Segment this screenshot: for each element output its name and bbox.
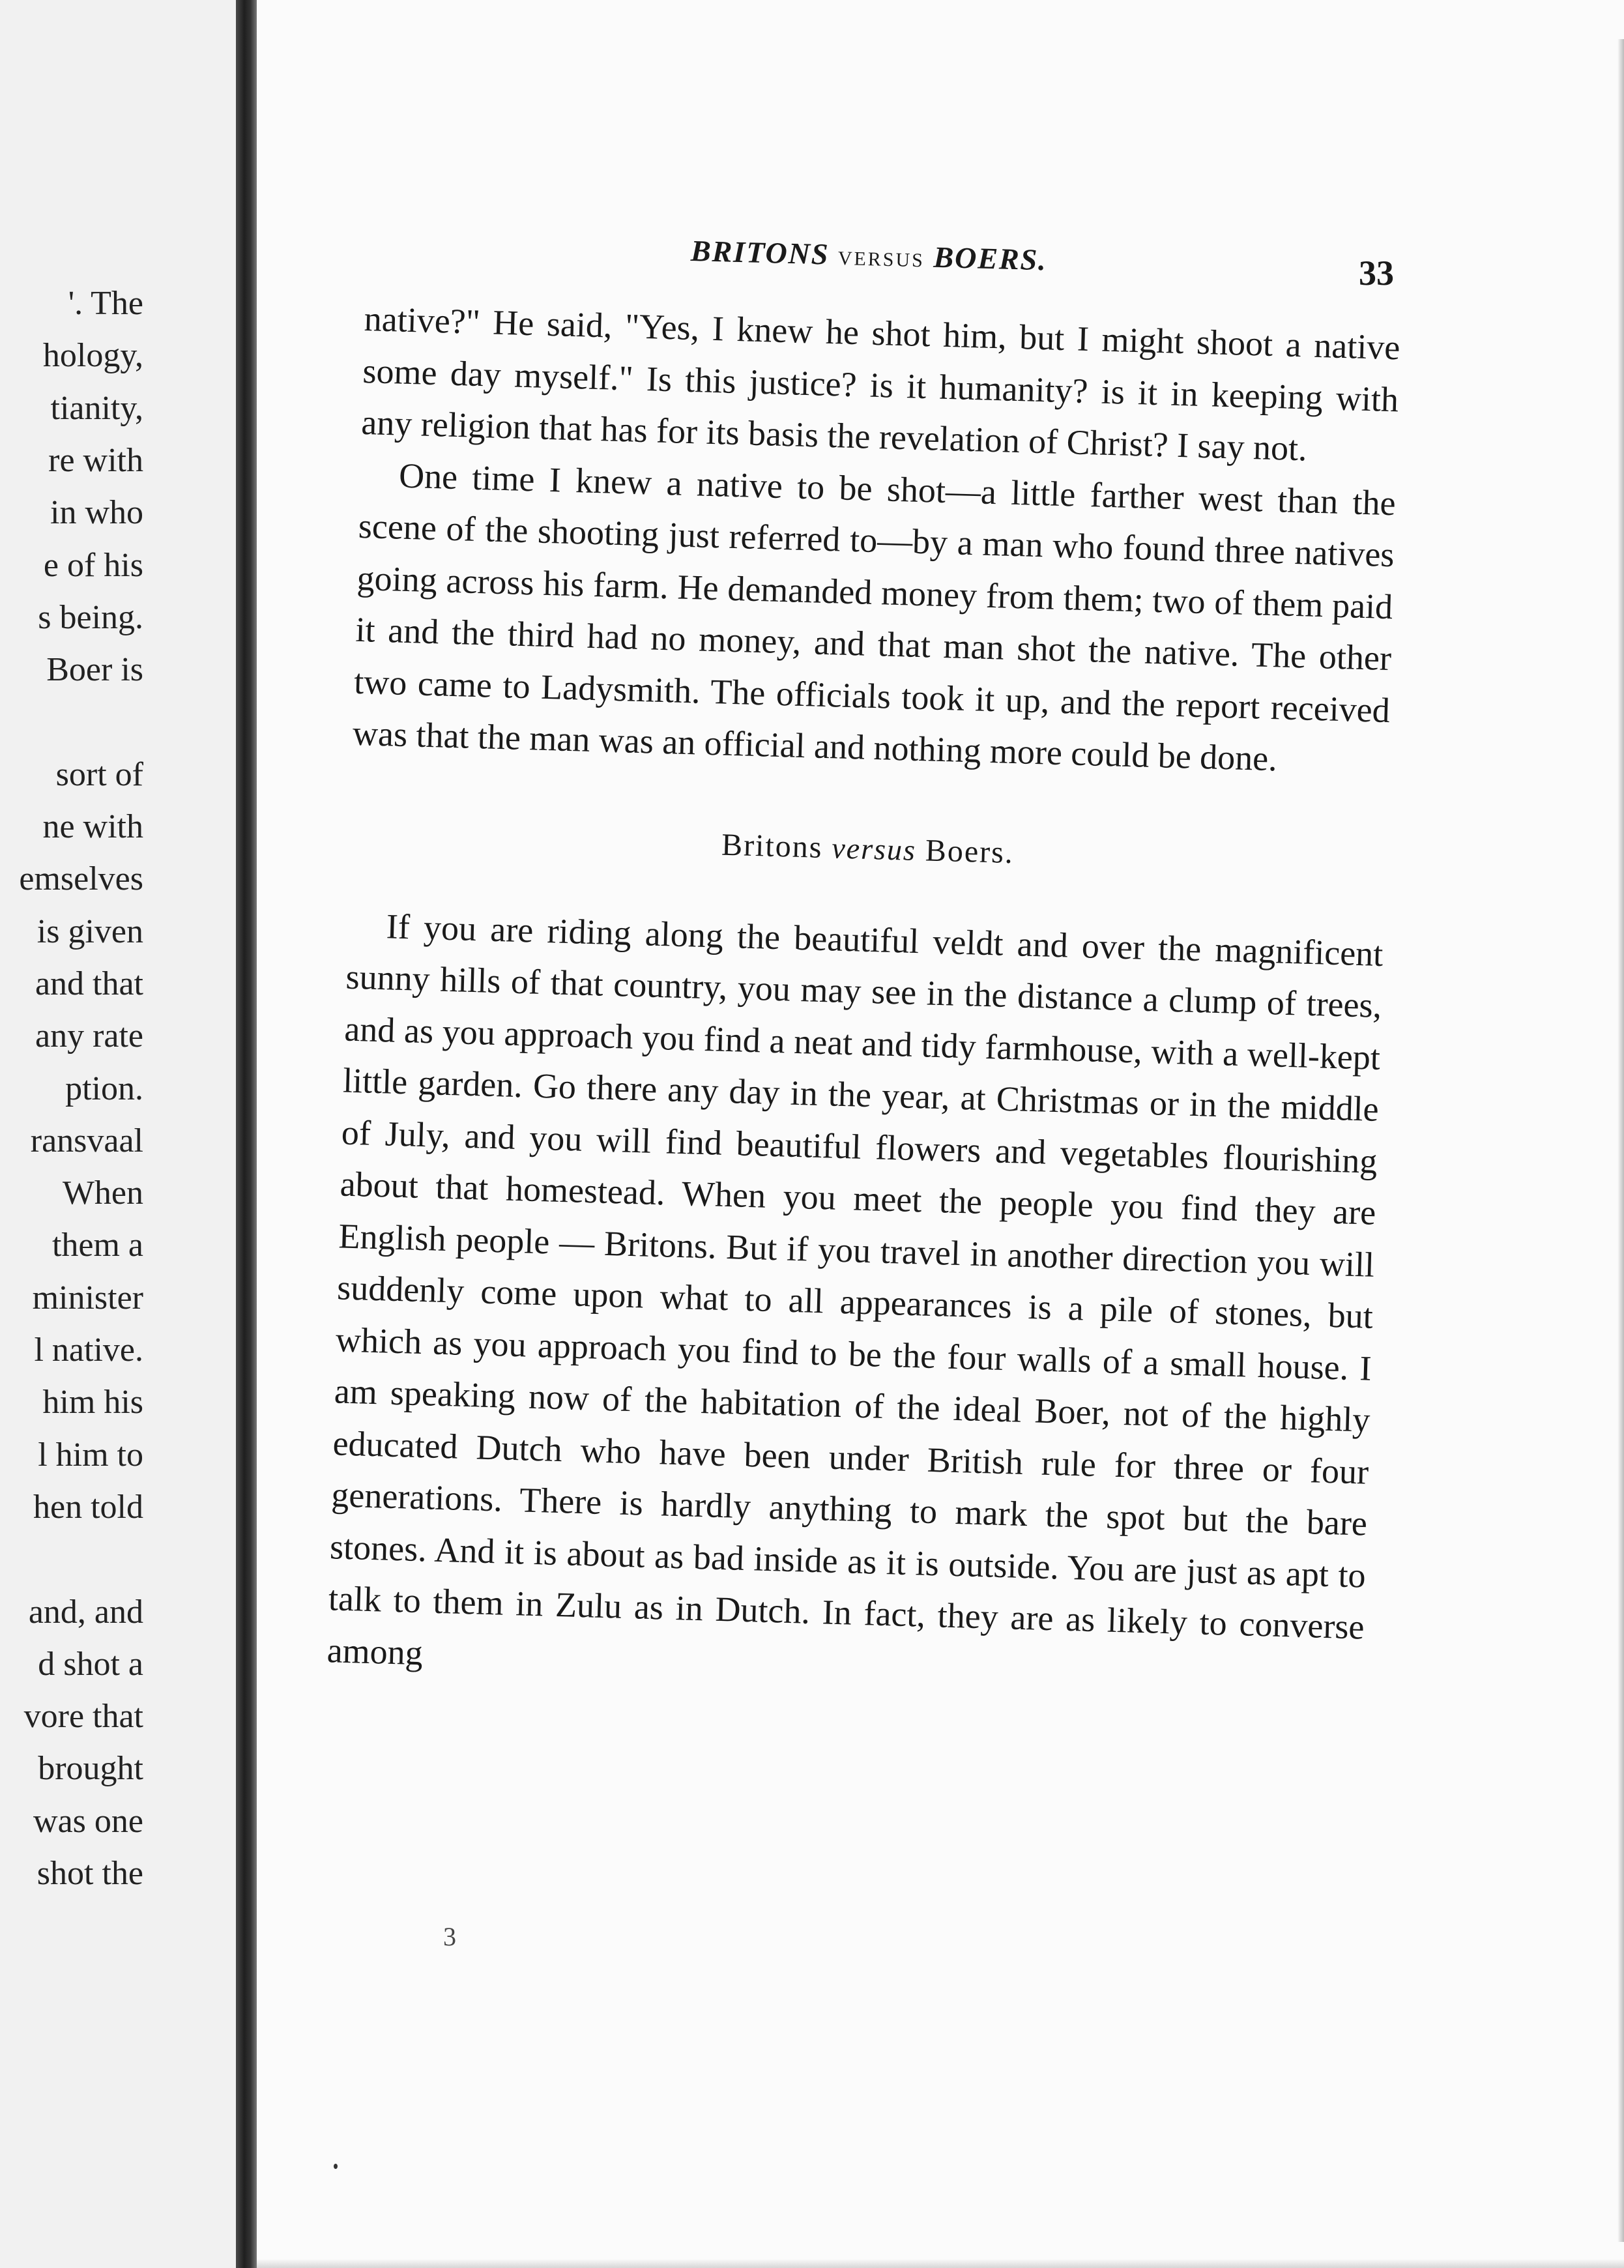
left-page-line: l him to [38, 1436, 143, 1474]
left-page-line: him his [42, 1384, 143, 1421]
page-edge-shadow [1617, 39, 1624, 2242]
left-page-line: minister [32, 1279, 143, 1316]
left-page-line: vore that [23, 1698, 143, 1736]
left-page-line: tianity, [50, 389, 143, 427]
paragraph-shooting-story: One time I knew a native to be shot—a little farther west than the scene of the shooting just referred to—by a man who found three natives going across his farm. He demanded money from them; two of them paid it and the third had no money, and that man shot the native. The other two came to Ladysmith. The officials took it up, and the report received was that the man was an official and nothing more could be done. [352, 456, 1397, 779]
running-head-versus: VERSUS [837, 247, 925, 272]
left-page-line: ne with [42, 808, 143, 845]
left-page-line: them a [51, 1227, 143, 1264]
left-page-line: When [62, 1174, 143, 1212]
left-page-line: and, and [28, 1593, 143, 1631]
left-page-line: brought [38, 1750, 143, 1788]
section-heading-boers: Boers. [925, 832, 1015, 870]
section-heading-britons: Britons [721, 827, 824, 865]
page-number: 33 [1359, 254, 1394, 293]
left-page-line: '. The [68, 285, 143, 322]
section-heading [349, 815, 1386, 882]
page-bottom-shadow [257, 2259, 1624, 2268]
running-head-britons: BRITONS [690, 234, 830, 271]
ink-speck [334, 2164, 338, 2169]
left-page-line: hology, [42, 337, 143, 375]
left-page-line: Boer is [46, 651, 143, 689]
paragraph-continued: native?" He said, "Yes, I knew he shot him, but I might shoot a native some day myself." Is this justice? is it humanity? is it in keeping with any religion that has for its basis the revelation of Christ? I say not. [360, 298, 1401, 469]
left-page-line: re with [48, 441, 143, 479]
left-page-line: is given [36, 912, 143, 950]
left-page-line: in who [50, 494, 143, 532]
signature-mark: 3 [443, 1922, 456, 1951]
left-page-line: ransvaal [30, 1122, 143, 1159]
left-page-line: and that [35, 965, 143, 1002]
section-heading-versus: versus [831, 830, 917, 867]
left-facing-page [0, 0, 236, 2268]
left-page-line: s being. [38, 598, 143, 636]
body-text [326, 293, 1401, 1706]
left-page-line: emselves [19, 860, 143, 898]
running-head-boers: BOERS. [933, 240, 1048, 277]
left-page-line: d shot a [38, 1645, 143, 1683]
left-page-line: shot the [36, 1855, 143, 1892]
left-page-line: hen told [33, 1488, 143, 1526]
left-page-line: was one [33, 1802, 143, 1840]
left-page-line: any rate [35, 1017, 143, 1055]
left-page-line: sort of [55, 755, 143, 793]
left-page-line: ption. [65, 1069, 143, 1107]
book-gutter [236, 0, 257, 2268]
paragraph-veldt: If you are riding along the beautiful veldt and over the magnificent sunny hills of that country, you may see in the distance a clump of trees, and as you approach you find a neat and tidy farmhouse, with a well-kept little garden. Go there any day in the year, at Christmas or in the middle of July, and you will find beautiful flowers and vegetables flourishing about that homestead. When you meet the people you find they are English people — Britons. But if you travel in another direction you will suddenly come upon what to all appearances is a pile of stones, but which as you approach you find to be the four walls of a small house. I am speaking now of the habitation of the ideal Boer, not of the highly educated Dutch who have been under British rule for three or four generations. There is hardly anything to mark the spot but the bare stones. And it is about as bad inside as it is outside. You are just as apt to talk to them in Zulu as in Dutch. In fact, they are as likely to converse among [326, 906, 1384, 1672]
left-page-line: l native. [34, 1331, 143, 1369]
left-page-line: e of his [43, 546, 143, 584]
